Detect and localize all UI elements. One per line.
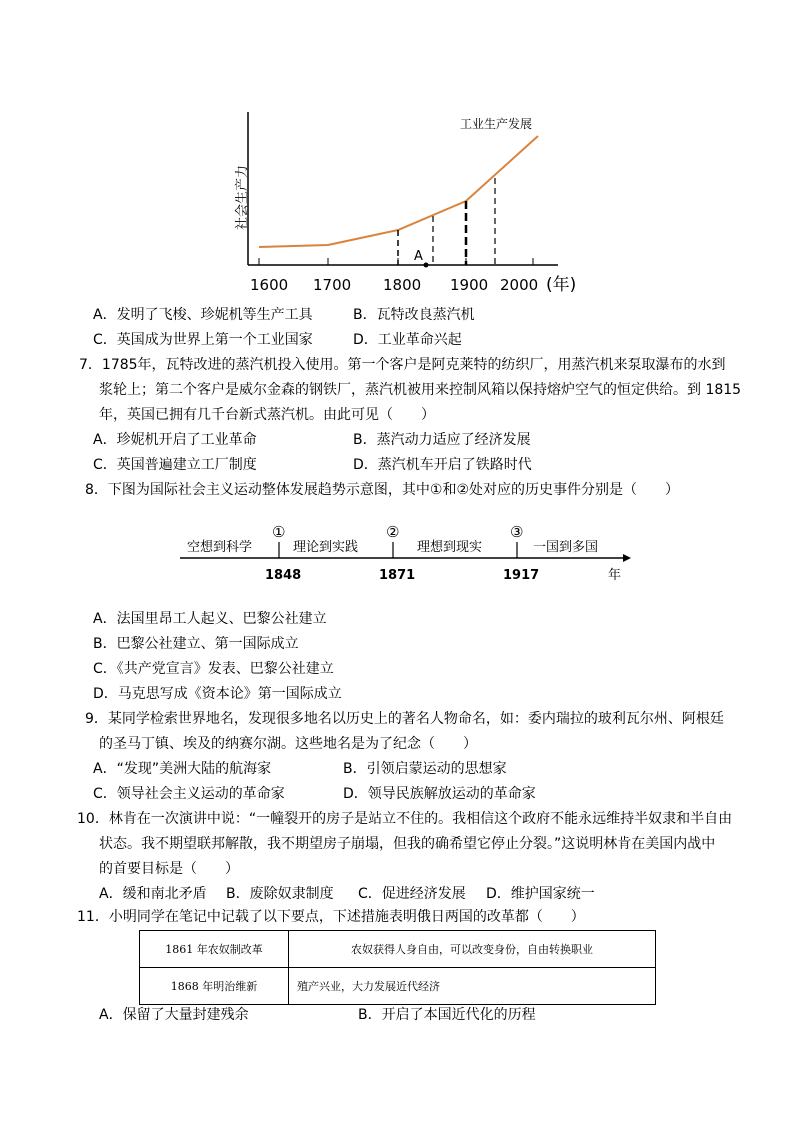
q9-stem-line-2: 的圣马丁镇、埃及的纳赛尔湖。这些地名是为了纪念（ ） xyxy=(99,736,477,752)
q7-option-c: C．英国普遍建立工厂制度 xyxy=(93,457,257,473)
q7-option-b: B．蒸汽动力适应了经济发展 xyxy=(353,432,531,448)
reform-event: 1868 年明治维新 xyxy=(140,968,289,1005)
q11-option-b: B．开启了本国近代化的历程 xyxy=(358,1007,536,1023)
q6-option-c: C．英国成为世界上第一个工业国家 xyxy=(93,332,313,348)
table-row xyxy=(140,931,656,968)
point-a-label: A xyxy=(414,249,423,264)
y-axis-label: 社会生产力 xyxy=(235,164,250,230)
reform-event: 1861 年农奴制改革 xyxy=(140,931,289,968)
q10-stem-line-1: 10．林肯在一次演讲中说：“一幢裂开的房子是站立不住的。我相信这个政府不能永远维持半奴隶和半自由 xyxy=(77,811,733,827)
q9-option-d: D．领导民族解放运动的革命家 xyxy=(343,786,536,802)
year-1871: 1871 xyxy=(379,568,416,583)
marker-2: ② xyxy=(386,523,400,541)
phase-utopia-to-science: 空想到科学 xyxy=(187,540,253,555)
curve-label: 工业生产发展 xyxy=(460,117,533,131)
q9-stem-line-1: 9．某同学检索世界地名，发现很多地名以历史上的著名人物命名，如：委内瑞拉的玻利瓦尔州、阿根廷 xyxy=(85,711,724,727)
marker-1: ① xyxy=(272,523,286,541)
q10-option-b: B．废除奴隶制度 xyxy=(226,886,334,902)
industrial-development-chart xyxy=(228,108,588,298)
q8-option-a: A．法国里昂工人起义、巴黎公社建立 xyxy=(93,611,327,627)
x-tick-1800: 1800 xyxy=(383,276,422,294)
phase-theory-to-practice: 理论到实践 xyxy=(293,540,359,555)
q8-option-b: B．巴黎公社建立、第一国际成立 xyxy=(93,636,299,652)
q11-stem: 11．小明同学在笔记中记载了以下要点，下述措施表明俄日两国的改革都（ ） xyxy=(77,909,585,925)
q7-stem-line-1: 7．1785年，瓦特改进的蒸汽机投入使用。第一个客户是阿克莱特的纺织厂，用蒸汽机来泵取瀑布的水到 xyxy=(79,357,726,373)
q11-option-a: A．保留了大量封建残余 xyxy=(99,1007,249,1023)
phase-one-to-many: 一国到多国 xyxy=(533,540,599,555)
marker-3: ③ xyxy=(510,523,524,541)
x-tick-2000: 2000 xyxy=(500,276,539,294)
year-1917: 1917 xyxy=(503,568,540,583)
q9-option-b: B．引领启蒙运动的思想家 xyxy=(343,761,507,777)
year-1848: 1848 xyxy=(265,568,302,583)
q7-option-a: A．珍妮机开启了工业革命 xyxy=(93,432,257,448)
x-axis-unit: (年) xyxy=(546,275,577,295)
q9-option-c: C．领导社会主义运动的革命家 xyxy=(93,786,285,802)
q10-stem-line-3: 的首要目标是（ ） xyxy=(99,861,239,877)
q10-option-a: A．缓和南北矛盾 xyxy=(99,886,207,902)
q6-option-a: A．发明了飞梭、珍妮机等生产工具 xyxy=(93,307,313,323)
q8-stem: 8．下图为国际社会主义运动整体发展趋势示意图，其中①和②处对应的历史事件分别是（ ） xyxy=(85,482,680,498)
q8-option-c: C．《共产党宣言》发表、巴黎公社建立 xyxy=(93,661,334,677)
q6-option-d: D．工业革命兴起 xyxy=(353,332,462,348)
q9-option-a: A．“发现”美洲大陆的航海家 xyxy=(93,761,272,777)
socialism-timeline xyxy=(175,520,635,590)
x-tick-1700: 1700 xyxy=(313,276,352,294)
q7-option-d: D．蒸汽机车开启了铁路时代 xyxy=(353,457,532,473)
x-tick-1600: 1600 xyxy=(250,276,289,294)
q7-stem-line-3: 年，英国已拥有几千台新式蒸汽机。由此可见（ ） xyxy=(99,407,435,423)
x-axis-ticks xyxy=(259,258,533,265)
phase-ideal-to-reality: 理想到现实 xyxy=(417,540,483,555)
table-row xyxy=(140,968,656,1005)
q6-option-b: B．瓦特改良蒸汽机 xyxy=(353,307,475,323)
reform-content: 殖产兴业，大力发展近代经济 xyxy=(289,968,656,1005)
q10-option-c: C．促进经济发展 xyxy=(358,886,466,902)
reform-notes-table xyxy=(139,930,656,1005)
q10-option-d: D．维护国家统一 xyxy=(486,886,595,902)
timeline-arrow xyxy=(623,554,631,562)
point-a-marker xyxy=(424,263,429,268)
q7-stem-line-2: 浆轮上；第二个客户是威尔金森的钢铁厂，蒸汽机被用来控制风箱以保持熔炉空气的恒定供给。到 1815 xyxy=(99,382,742,398)
reform-content: 农奴获得人身自由，可以改变身份，自由转换职业 xyxy=(289,931,656,968)
q10-stem-line-2: 状态。我不期望联邦解散，我不期望房子崩塌，但我的确希望它停止分裂。”这说明林肯在美国内战中 xyxy=(99,836,716,852)
x-tick-1900: 1900 xyxy=(450,276,489,294)
timeline-unit: 年 xyxy=(608,568,622,583)
q8-option-d: D．马克思写成《资本论》第一国际成立 xyxy=(93,686,342,702)
